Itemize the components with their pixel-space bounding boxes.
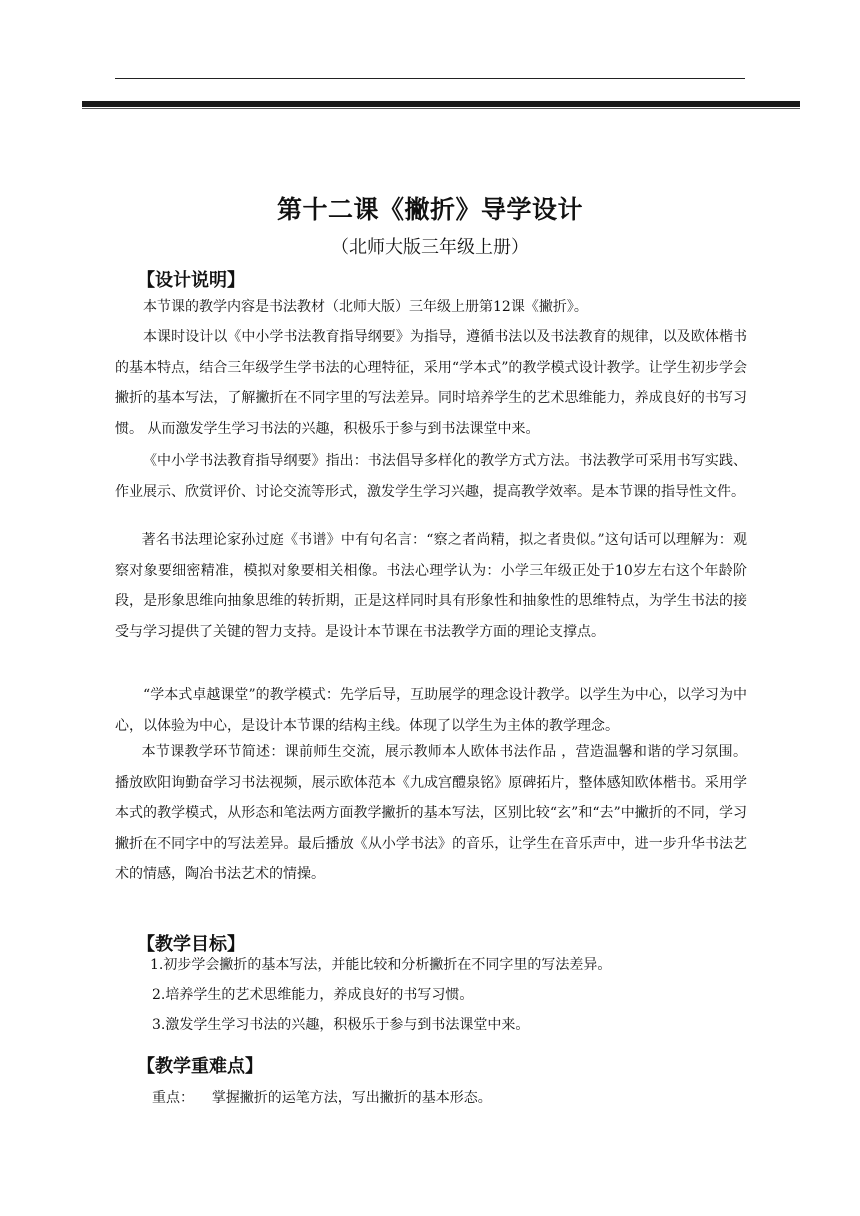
goal-item-2: 2.培养学生的艺术思维能力，养成良好的书写习惯。 <box>152 987 474 1003</box>
key-point-label: 重点： <box>152 1090 194 1106</box>
design-note-paragraph-5: “学本式卓越课堂”的教学模式：先学后导，互助展学的理念设计教学。以学生为中心，以学习为中心，以体验为中心，是设计本节课的结构主线。体现了以学生为主体的教学理念。 <box>115 687 747 734</box>
section-heading-key-points: 【教学重难点】 <box>137 1056 263 1077</box>
section-heading-goals: 【教学目标】 <box>137 934 245 955</box>
header-rule-thick <box>82 101 800 107</box>
design-note-paragraph-6: 本节课教学环节简述：课前师生交流，展示教师本人欧体书法作品 ，营造温馨和谐的学习氛围。播放欧阳询勤奋学习书法视频，展示欧体范本《九成宫醴泉铭》原碑拓片，整体感知欧体楷书。采用学本式的教学模式，从形态和笔法两方面教学撇折的基本写法，区别比较“玄”和“去”中撇折的不同，学习撇折在不同字中的写法差异。最后播放《从小学书法》的音乐，让学生在音乐声中，进一步升华书法艺术的情感，陶冶书法艺术的情操。 <box>115 744 747 882</box>
document-title: 第十二课《撇折》导学设计 <box>276 195 583 224</box>
design-note-paragraph-2: 本课时设计以《中小学书法教育指导纲要》为指导，遵循书法以及书法教育的规律，以及欧体楷书的基本特点，结合三年级学生学书法的心理特征，采用“学本式”的教学模式设计教学。让学生初步学会撇折的基本写法，了解撇折在不同字里的写法差异。同时培养学生的艺术思维能力，养成良好的书写习惯。 从而激发学生学习书法的兴趣，积极乐于参与到书法课堂中来。 <box>115 329 747 437</box>
key-point-line <box>152 1088 492 1108</box>
design-note-paragraph-1: 本节课的教学内容是书法教材（北师大版）三年级上册第12课《撇折》。 <box>143 299 588 315</box>
goal-item-1: 1.初步学会撇折的基本写法，并能比较和分析撇折在不同字里的写法差异。 <box>150 957 612 973</box>
section-heading-design-note: 【设计说明】 <box>137 270 245 291</box>
design-note-paragraph-4: 著名书法理论家孙过庭《书谱》中有句名言：“察之者尚精，拟之者贵似。”这句话可以理解为：观察对象要细密精准，模拟对象要相关相像。书法心理学认为：小学三年级正处于10岁左右这个年龄阶段，是形象思维向抽象思维的转折期，正是这样同时具有形象性和抽象性的思维特点，为学生书法的接受与学习提供了关键的智力支持。是设计本节课在书法教学方面的理论支撑点。 <box>115 532 747 640</box>
header-rule-thin <box>115 78 745 79</box>
document-subtitle: （北师大版三年级上册） <box>331 237 529 258</box>
goal-item-3: 3.激发学生学习书法的兴趣，积极乐于参与到书法课堂中来。 <box>152 1017 530 1033</box>
design-note-paragraph-3: 《中小学书法教育指导纲要》指出：书法倡导多样化的教学方式方法。书法教学可采用书写实践、作业展示、欣赏评价、讨论交流等形式，激发学生学习兴趣，提高教学效率。是本节课的指导性文件。 <box>115 453 747 500</box>
key-point-text: 掌握撇折的运笔方法，写出撇折的基本形态。 <box>211 1090 492 1106</box>
